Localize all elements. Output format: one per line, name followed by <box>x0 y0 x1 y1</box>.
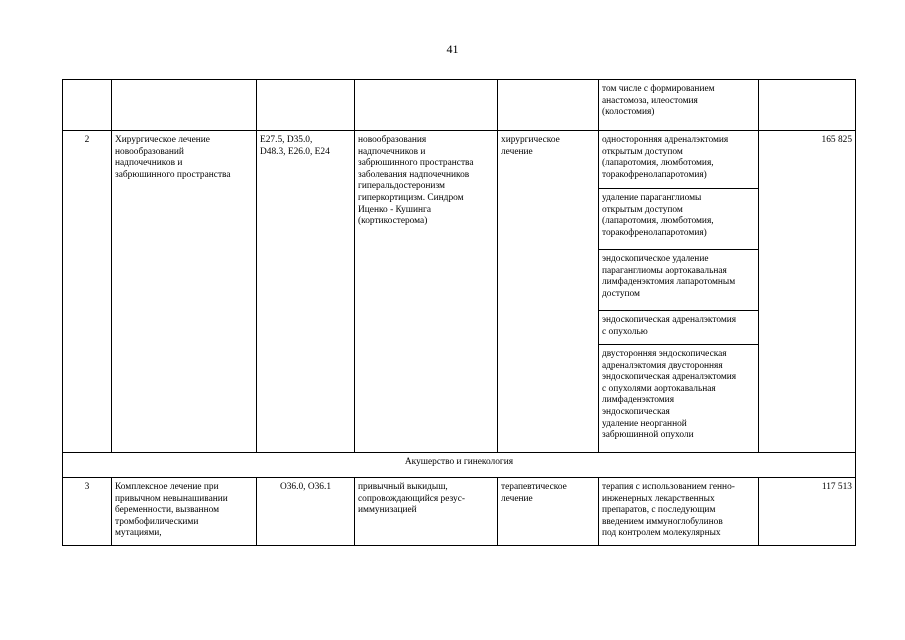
cell-empty <box>355 80 498 131</box>
cell-care-name: Хирургическое лечение новообразований надпочечников и забрюшинного пространства <box>112 131 257 453</box>
cell-method: эндоскопическое удаление параганглиомы аортокавальная лимфаденэктомия лапаротомным доступом <box>599 250 759 311</box>
cell-price: 117 513 <box>759 478 856 546</box>
cell-empty <box>112 80 257 131</box>
cell-care-name: Комплексное лечение при привычном невынашивании беременности, вызванном тромбофилическими мутациями, <box>112 478 257 546</box>
cell-method: терапия с использованием генно- инженерных лекарственных препаратов, с последующим введением иммуноглобулинов под контролем молекулярных <box>599 478 759 546</box>
medical-care-table <box>62 79 856 546</box>
cell-method: том числе с формированием анастомоза, илеостомия (колостомия) <box>599 80 759 131</box>
cell-method: удаление параганглиомы открытым доступом (лапаротомия, люмботомия, торакофренолапаротомия) <box>599 189 759 250</box>
cell-empty <box>498 80 599 131</box>
cell-icd-codes: O36.0, O36.1 <box>257 478 355 546</box>
cell-empty <box>257 80 355 131</box>
cell-row-number: 2 <box>63 131 112 453</box>
section-heading: Акушерство и гинекология <box>63 453 856 478</box>
cell-empty <box>759 80 856 131</box>
cell-method: двусторонняя эндоскопическая адреналэктомия двусторонняя эндоскопическая адреналэктомия с опухолями аортокавальная лимфаденэктомия эндоскопическая удаление неорганной забрюшинной опухоли <box>599 345 759 453</box>
cell-icd-codes: E27.5, D35.0, D48.3, E26.0, E24 <box>257 131 355 453</box>
section-heading-row <box>63 453 856 478</box>
cell-empty <box>63 80 112 131</box>
cell-price: 165 825 <box>759 131 856 453</box>
cell-treatment-type: хирургическое лечение <box>498 131 599 453</box>
cell-treatment-type: терапевтическое лечение <box>498 478 599 546</box>
table-row <box>63 131 856 189</box>
cell-method: односторонняя адреналэктомия открытым доступом (лапаротомия, люмботомия, торакофренолапаротомия) <box>599 131 759 189</box>
cell-patient-model: привычный выкидыш, сопровождающийся резус- иммунизацией <box>355 478 498 546</box>
table-row-continuation <box>63 80 856 131</box>
table-row <box>63 478 856 546</box>
cell-row-number: 3 <box>63 478 112 546</box>
cell-patient-model: новообразования надпочечников и забрюшинного пространства заболевания надпочечников гиперальдостеронизм гиперкортицизм. Синдром Иценко - Кушинга (кортикостерома) <box>355 131 498 453</box>
page-number: 41 <box>446 42 459 56</box>
cell-method: эндоскопическая адреналэктомия с опухолью <box>599 311 759 345</box>
